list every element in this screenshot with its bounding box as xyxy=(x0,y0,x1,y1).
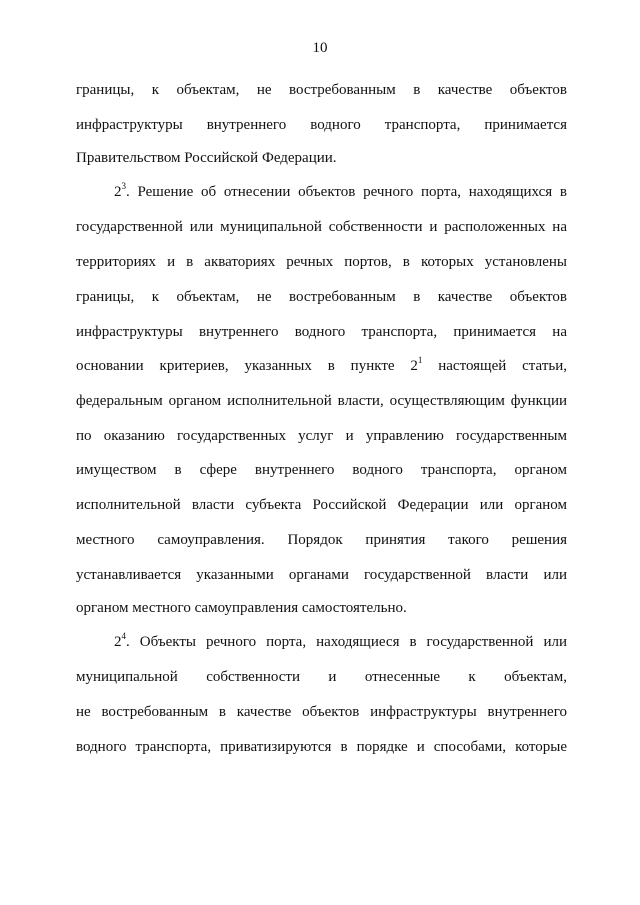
page-number: 10 xyxy=(312,40,328,56)
text-line: инфраструктуры внутреннего водного транспорта, принимается на xyxy=(76,324,567,340)
paragraph-number: 2 xyxy=(114,634,122,650)
text-line: федеральным органом исполнительной власти, осуществляющим функции xyxy=(76,393,567,409)
text-span: . Решение об отнесении объектов речного порта, находящихся в xyxy=(126,184,567,200)
text-line: водного транспорта, приватизируются в порядке и способами, которые xyxy=(76,739,567,755)
text-line: не востребованным в качестве объектов инфраструктуры внутреннего xyxy=(76,704,567,720)
text-span: основании критериев, указанных в пункте 2 xyxy=(76,358,418,374)
text-line: устанавливается указанными органами государственной власти или xyxy=(76,567,567,583)
text-line: по оказанию государственных услуг и управлению государственным xyxy=(76,428,567,444)
reference-superscript: 1 xyxy=(417,355,423,365)
text-line: территориях и в акваториях речных портов, в которых установлены xyxy=(76,254,567,270)
text-line: Правительством Российской Федерации. xyxy=(76,150,337,166)
text-span: настоящей статьи, xyxy=(422,358,567,374)
text-line-with-reference xyxy=(76,356,567,376)
paragraph-first-line xyxy=(114,632,567,652)
paragraph-number-superscript: 4 xyxy=(121,631,126,641)
paragraph-first-line xyxy=(114,182,567,202)
text-line: имуществом в сфере внутреннего водного транспорта, органом xyxy=(76,462,567,478)
text-line: границы, к объектам, не востребованным в качестве объектов xyxy=(76,82,567,98)
text-line: муниципальной собственности и отнесенные к объектам, xyxy=(76,669,567,685)
text-line: государственной или муниципальной собственности и расположенных на xyxy=(76,219,567,235)
text-line: органом местного самоуправления самостоятельно. xyxy=(76,600,407,616)
paragraph-number-superscript: 3 xyxy=(121,181,126,191)
text-line: инфраструктуры внутреннего водного транспорта, принимается xyxy=(76,117,567,133)
paragraph-number: 2 xyxy=(114,184,122,200)
text-line: границы, к объектам, не востребованным в качестве объектов xyxy=(76,289,567,305)
text-line: исполнительной власти субъекта Российской Федерации или органом xyxy=(76,497,567,513)
text-line: местного самоуправления. Порядок принятия такого решения xyxy=(76,532,567,548)
text-span: . Объекты речного порта, находящиеся в государственной или xyxy=(126,634,567,650)
